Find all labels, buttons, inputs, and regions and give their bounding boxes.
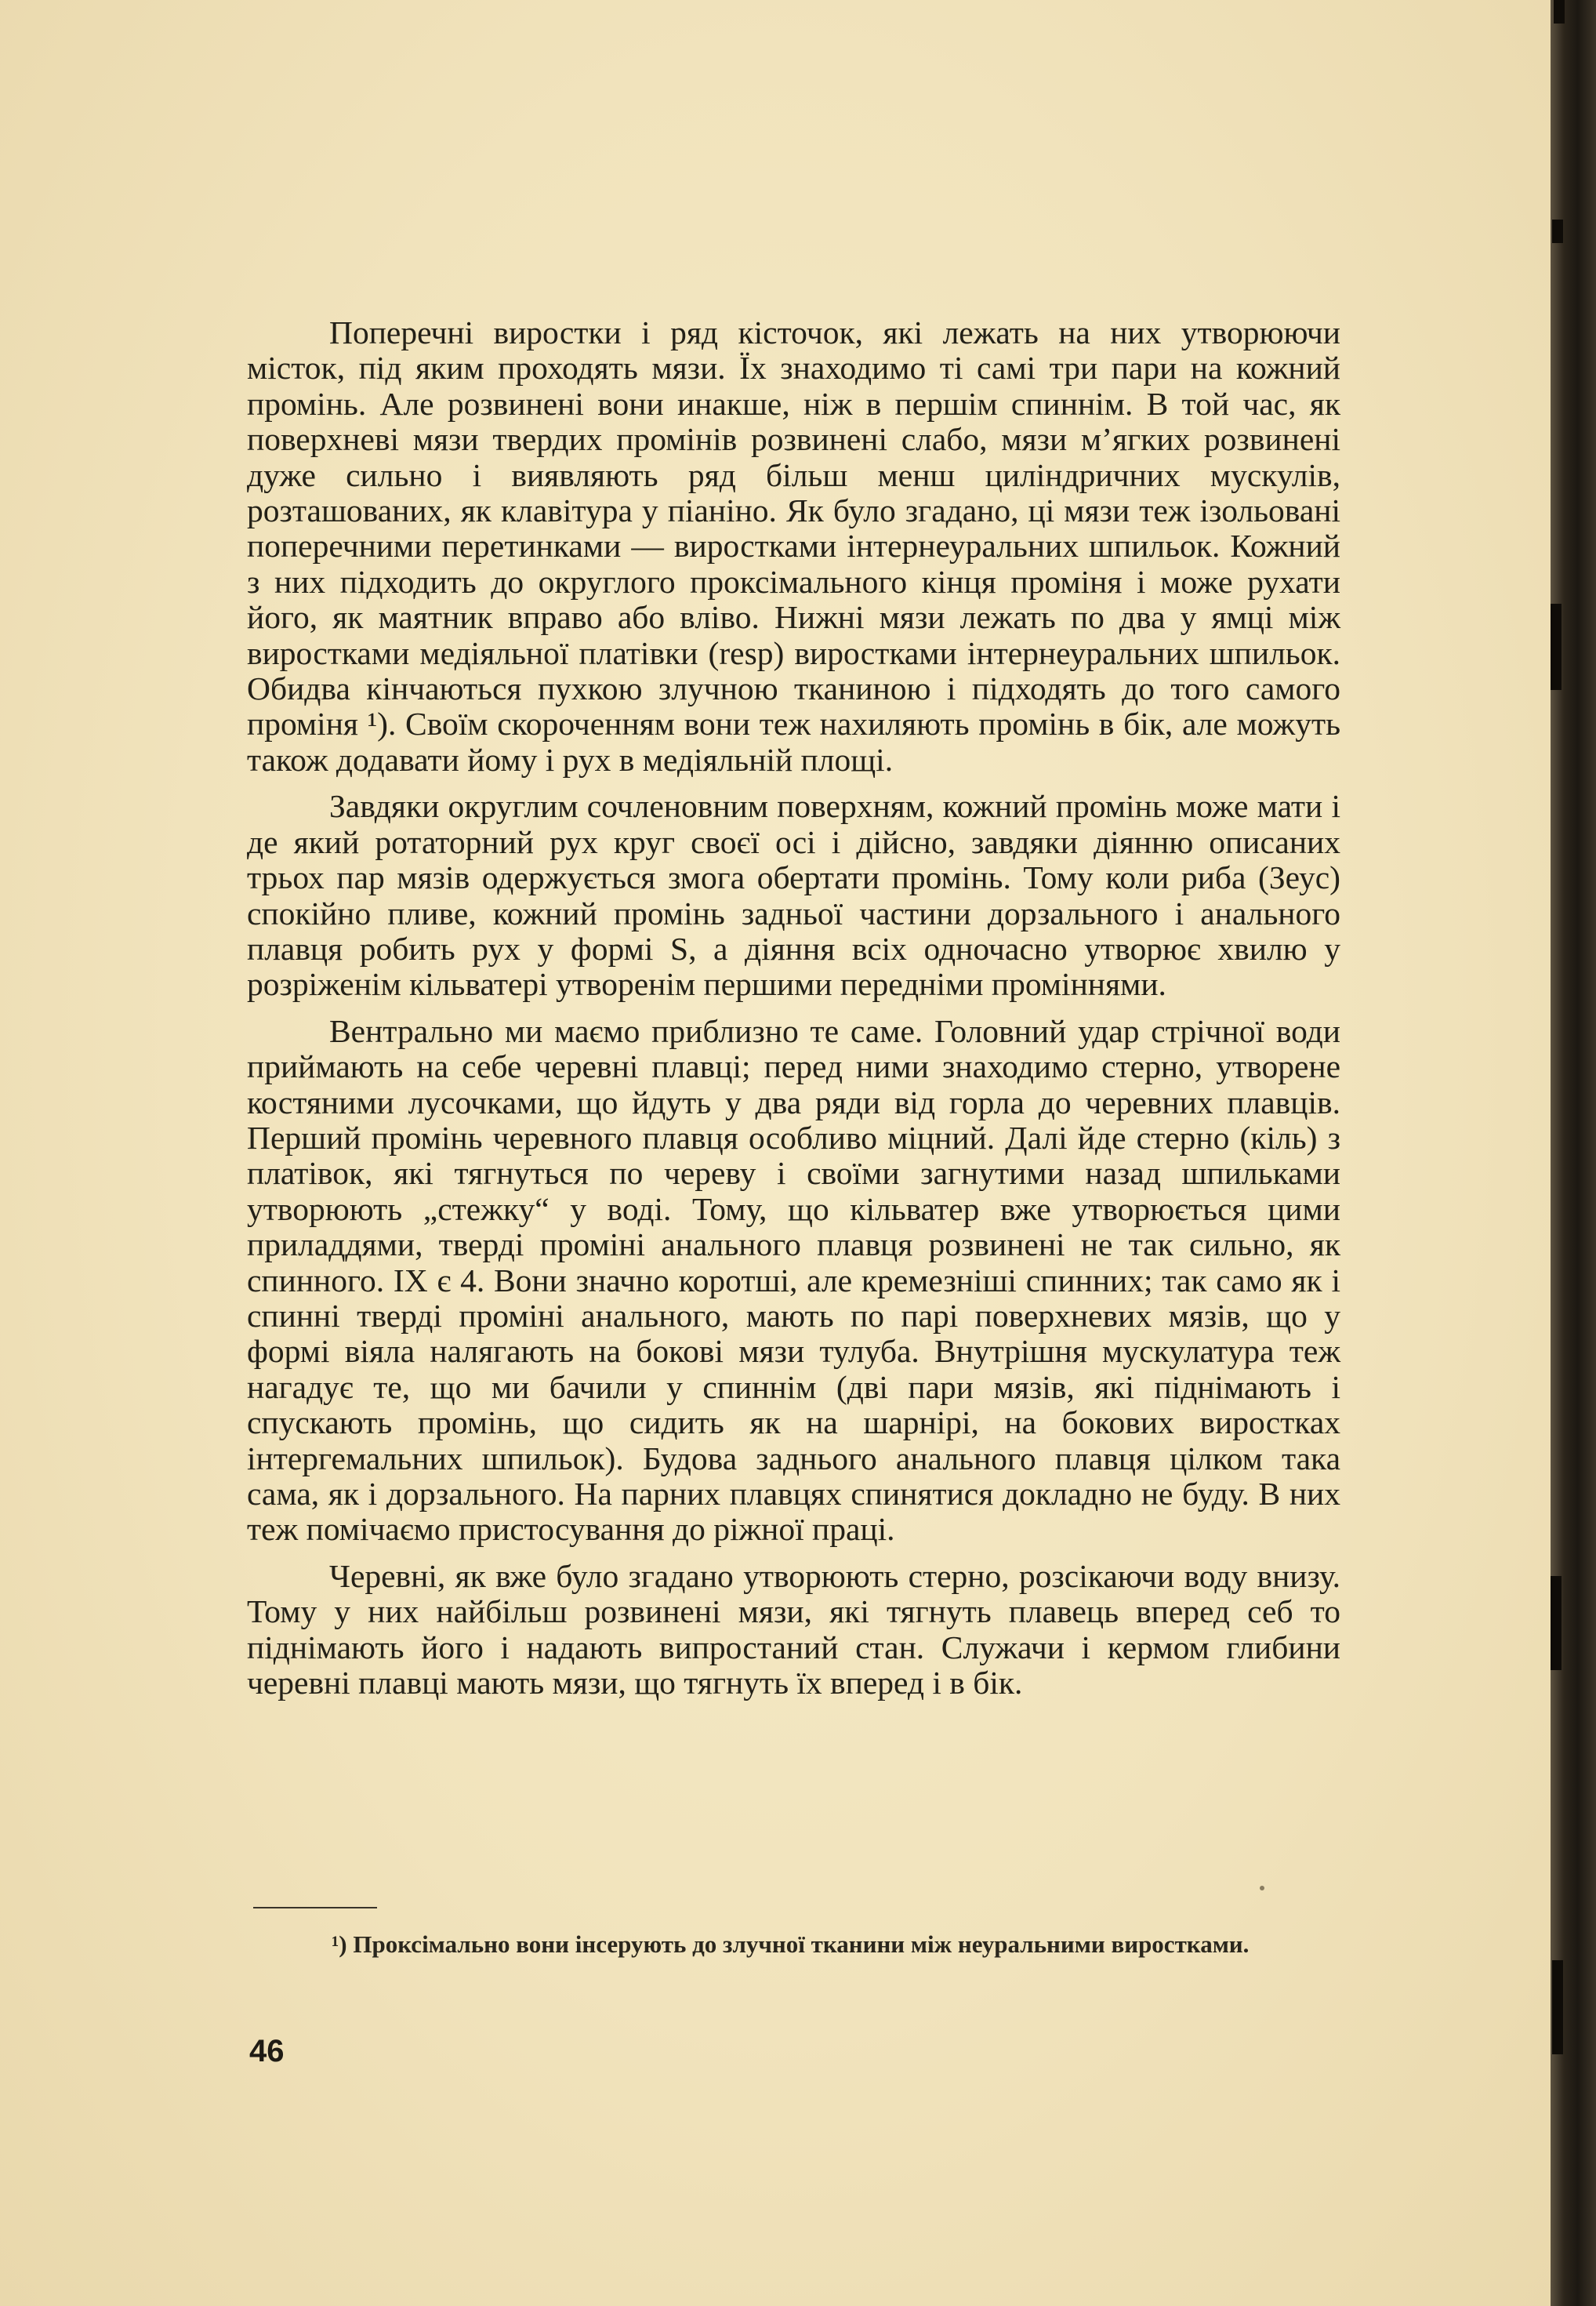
paragraph-2: Завдяки округлим сочленовним поверхням, кожний промінь може мати і де який ротаторний рух круг своєї осі і дійсно, завдяки діянню описаних трьох пар мязів одержується змога обертати промінь. Тому коли риба (Зеус) спокійно пливе, кожний промінь задньої частини дорзального і анального плавця робить рух у формі S, а діяння всіх одночасно утворює хвилю у розріженім кільватері утворенім першими передніми проміннями. [247, 788, 1340, 1003]
spine-mark [1552, 1960, 1563, 2054]
paragraph-4: Черевні, як вже було згадано утворюють стерно, розсікаючи воду внизу. Тому у них найбільш розвинені мязи, які тягнуть плавець вперед себ то піднімають його і надають випростаний стан. Служачи і кермом глибини черевні плавці мають мязи, що тягнуть їх вперед і в бік. [247, 1557, 1340, 1701]
paper-speck [1260, 1886, 1264, 1890]
paragraph-3: Вентрально ми маємо приблизно те саме. Головний удар стрічної води приймають на себе черевні плавці; перед ними знаходимо стерно, утворене костяними лусочками, що йдуть у два ряди від горла до черевних плавців. Перший промінь черевного плавця особливо міцний. Далі йде стерно (кіль) з платівок, які тягнуться по череву і своїми загнутими назад шпильками утворюють „стежку“ у воді. Тому, що кільватер вже утворюється цими приладдями, тверді проміні анального плавця розвинені не так сильно, як спинного. ІХ є 4. Вони значно коротші, але кремезніші спинних; так само як і спинні тверді проміні анального, мають по парі поверхневих мязів, що у формі віяла налягають на бокові мязи тулуба. Внутрішня мускулатура теж нагадує те, що ми бачили у спиннім (дві пари мязів, які піднімають і спускають промінь, що сидить як на шарнірі, на бокових виростках інтергемальних шпильок). Будова заднього анального плавця цілком така сама, як і дорзального. На парних плавцях спинятися докладно не буду. В них теж помічаємо пристосування до ріжної праці. [247, 1012, 1340, 1548]
spine-mark [1551, 604, 1562, 690]
footnote: ¹) Проксімально вони інсерують до злучної тканини між неуральними виростками. [332, 1930, 1250, 1958]
footnote-divider [253, 1907, 377, 1908]
spine-mark [1554, 0, 1565, 24]
page-number: 46 [249, 2034, 285, 2068]
body-text [247, 315, 1340, 1701]
spine-mark [1552, 220, 1563, 243]
paragraph-1: Поперечні виростки і ряд кісточок, які лежать на них утворюючи місток, під яким проходять мязи. Їх знаходимо ті самі три пари на кожний промінь. Але розвинені вони инакше, ніж в першім спиннім. В той час, як поверхневі мязи твердих промінів розвинені слабо, мязи м’ягких розвинені дуже сильно і виявляють ряд більш менш циліндричних мускулів, розташованих, як клавітура у піаніно. Як було згадано, ці мязи теж ізольовані поперечними перетинками — виростками інтернеуральних шпильок. Кожний з них підходить до округлого проксімального кінця проміня і може рухати його, як маятник вправо або вліво. Нижні мязи лежать по два у ямці між виростками медіяльної платівки (resp) виростками інтернеуральних шпильок. Обидва кінчаються пухкою злучною тканиною і підходять до того самого проміня ¹). Своїм скороченням вони теж нахиляють промінь в бік, але можуть також додавати йому і рух в медіяльній площі. [247, 314, 1340, 778]
spine-mark [1551, 1576, 1562, 1670]
book-spine-edge [1551, 0, 1596, 2306]
